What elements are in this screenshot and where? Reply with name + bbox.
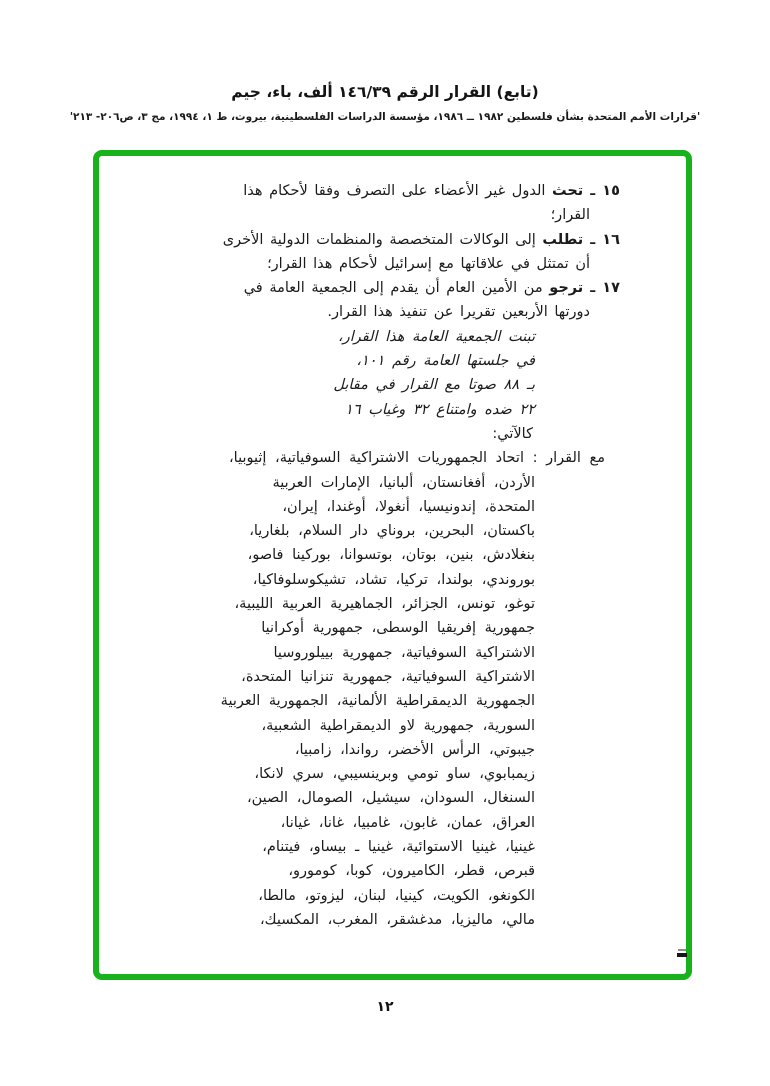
text-line: [221, 519, 535, 543]
text-line: [221, 543, 535, 567]
scan-artifact-mark: [677, 949, 687, 957]
line-text: مالي، ماليزيا، مدغشقر، المغرب، المكسيك،: [259, 911, 535, 928]
text-line: [221, 641, 535, 665]
line-text: الدول غير الأعضاء على التصرف وفقا لأحكام هذا: [243, 183, 552, 199]
text-line: [221, 811, 535, 835]
line-text: بوروندي، بولندا، تركيا، تشاد، تشيكوسلوفاكيا،: [252, 571, 535, 588]
text-line: [221, 616, 535, 640]
text-line: [221, 179, 620, 203]
line-text: زيمبابوي، ساو تومي وبرينسيبي، سري لانكا،: [254, 766, 535, 783]
line-text: تبنت الجمعية العامة هذا القرار،: [338, 328, 535, 345]
line-text: أن تمتثل في علاقاتها مع إسرائيل لأحكام هذا القرار؛: [267, 255, 590, 272]
line-text: غينيا، غينيا الاستوائية، غينيا ـ بيساو، فيتنام،: [262, 839, 535, 856]
text-line: [221, 228, 620, 252]
line-lead: مع القرار :: [523, 450, 605, 467]
line-text: باكستان، البحرين، بروناي دار السلام، بلغاريا،: [249, 523, 535, 540]
line-text: كالآتي:: [492, 425, 533, 442]
artifact-bar-top: [678, 949, 686, 951]
text-line: [221, 398, 535, 422]
text-line: [221, 276, 620, 300]
line-text: بـ ٨٨ صوتا مع القرار في مقابل: [333, 377, 535, 394]
artifact-bar-bottom: [677, 953, 687, 957]
page-number: ١٢: [376, 999, 394, 1015]
line-text: القرار؛: [550, 207, 590, 224]
line-lead: ١٦ ـ تطلب: [542, 231, 620, 248]
text-line: [221, 592, 535, 616]
text-line: [221, 835, 535, 859]
source-citation: 'قرارات الأمم المتحدة بشأن فلسطين ١٩٨٢ ــ ١٩٨٦، مؤسسة الدراسات الفلسطينية، بيروت، ط ١، ١٩٩٤، مج ٣، ص٢٠٦- ٢١٣': [69, 111, 701, 123]
line-text: الاشتراكية السوفياتية، جمهورية تنزانيا المتحدة،: [241, 668, 535, 685]
text-line: [221, 738, 535, 762]
text-line: [221, 422, 533, 446]
text-line: [221, 252, 590, 276]
text-line: [221, 762, 535, 786]
line-text: الجمهورية الديمقراطية الألمانية، الجمهورية العربية: [220, 693, 535, 710]
line-text: اتحاد الجمهوريات الاشتراكية السوفياتية، إثيوبيا،: [228, 450, 524, 467]
line-lead: ١٧ ـ ترجو: [549, 280, 620, 297]
line-text: توغو، تونس، الجزائر، الجماهيرية العربية الليبية،: [234, 596, 535, 613]
text-line: [221, 689, 535, 713]
line-text: الأردن، أفغانستان، ألبانيا، الإمارات العربية: [272, 474, 535, 491]
line-text: بنغلادش، بنين، بوتان، بوتسوانا، بوركينا فاصو،: [247, 547, 535, 564]
line-text: الكونغو، الكويت، كينيا، لبنان، ليزوتو، مالطا،: [258, 887, 535, 904]
line-text: في جلستها العامة رقم ١٠١،: [356, 353, 535, 370]
text-line: [221, 349, 535, 373]
text-line: [221, 325, 535, 349]
text-line: [221, 203, 590, 227]
line-text: الاشتراكية السوفياتية، جمهورية بييلوروسيا: [273, 644, 535, 661]
text-line: [221, 786, 535, 810]
text-line: [221, 908, 535, 932]
text-line: [221, 859, 535, 883]
line-text: السورية، جمهورية لاو الديمقراطية الشعبية،: [261, 717, 535, 734]
resolution-text: [221, 179, 620, 932]
line-lead: ١٥ ـ تحث: [552, 183, 620, 199]
line-text: قبرص، قطر، الكاميرون، كوبا، كومورو،: [288, 863, 535, 880]
line-text: جيبوتي، الرأس الأخضر، رواندا، زامبيا،: [294, 741, 535, 758]
text-line: [221, 495, 535, 519]
text-line: [221, 446, 605, 470]
line-text: المتحدة، إندونيسيا، أنغولا، أوغندا، إيران،: [282, 498, 535, 515]
line-text: إلى الوكالات المتخصصة والمنظمات الدولية الأخرى: [222, 231, 543, 248]
line-text: دورتها الأربعين تقريرا عن تنفيذ هذا القرار.: [327, 304, 590, 321]
text-line: [221, 884, 535, 908]
text-line: [221, 300, 590, 324]
text-line: [221, 471, 535, 495]
line-text: من الأمين العام أن يقدم إلى الجمعية العامة في: [243, 280, 550, 297]
line-text: العراق، عمان، غابون، غامبيا، غانا، غيانا،: [280, 814, 535, 831]
document-title: (تابع) القرار الرقم ١٤٦/٣٩ ألف، باء، جيم: [231, 83, 539, 101]
text-line: [221, 665, 535, 689]
line-text: ٢٢ ضده وامتناع ٣٢ وغياب ١٦: [345, 401, 535, 418]
text-line: [221, 714, 535, 738]
line-text: جمهورية إفريقيا الوسطى، جمهورية أوكرانيا: [261, 620, 535, 637]
text-line: [221, 568, 535, 592]
line-text: السنغال، السودان، سيشيل، الصومال، الصين،: [246, 790, 535, 807]
text-line: [221, 373, 535, 397]
